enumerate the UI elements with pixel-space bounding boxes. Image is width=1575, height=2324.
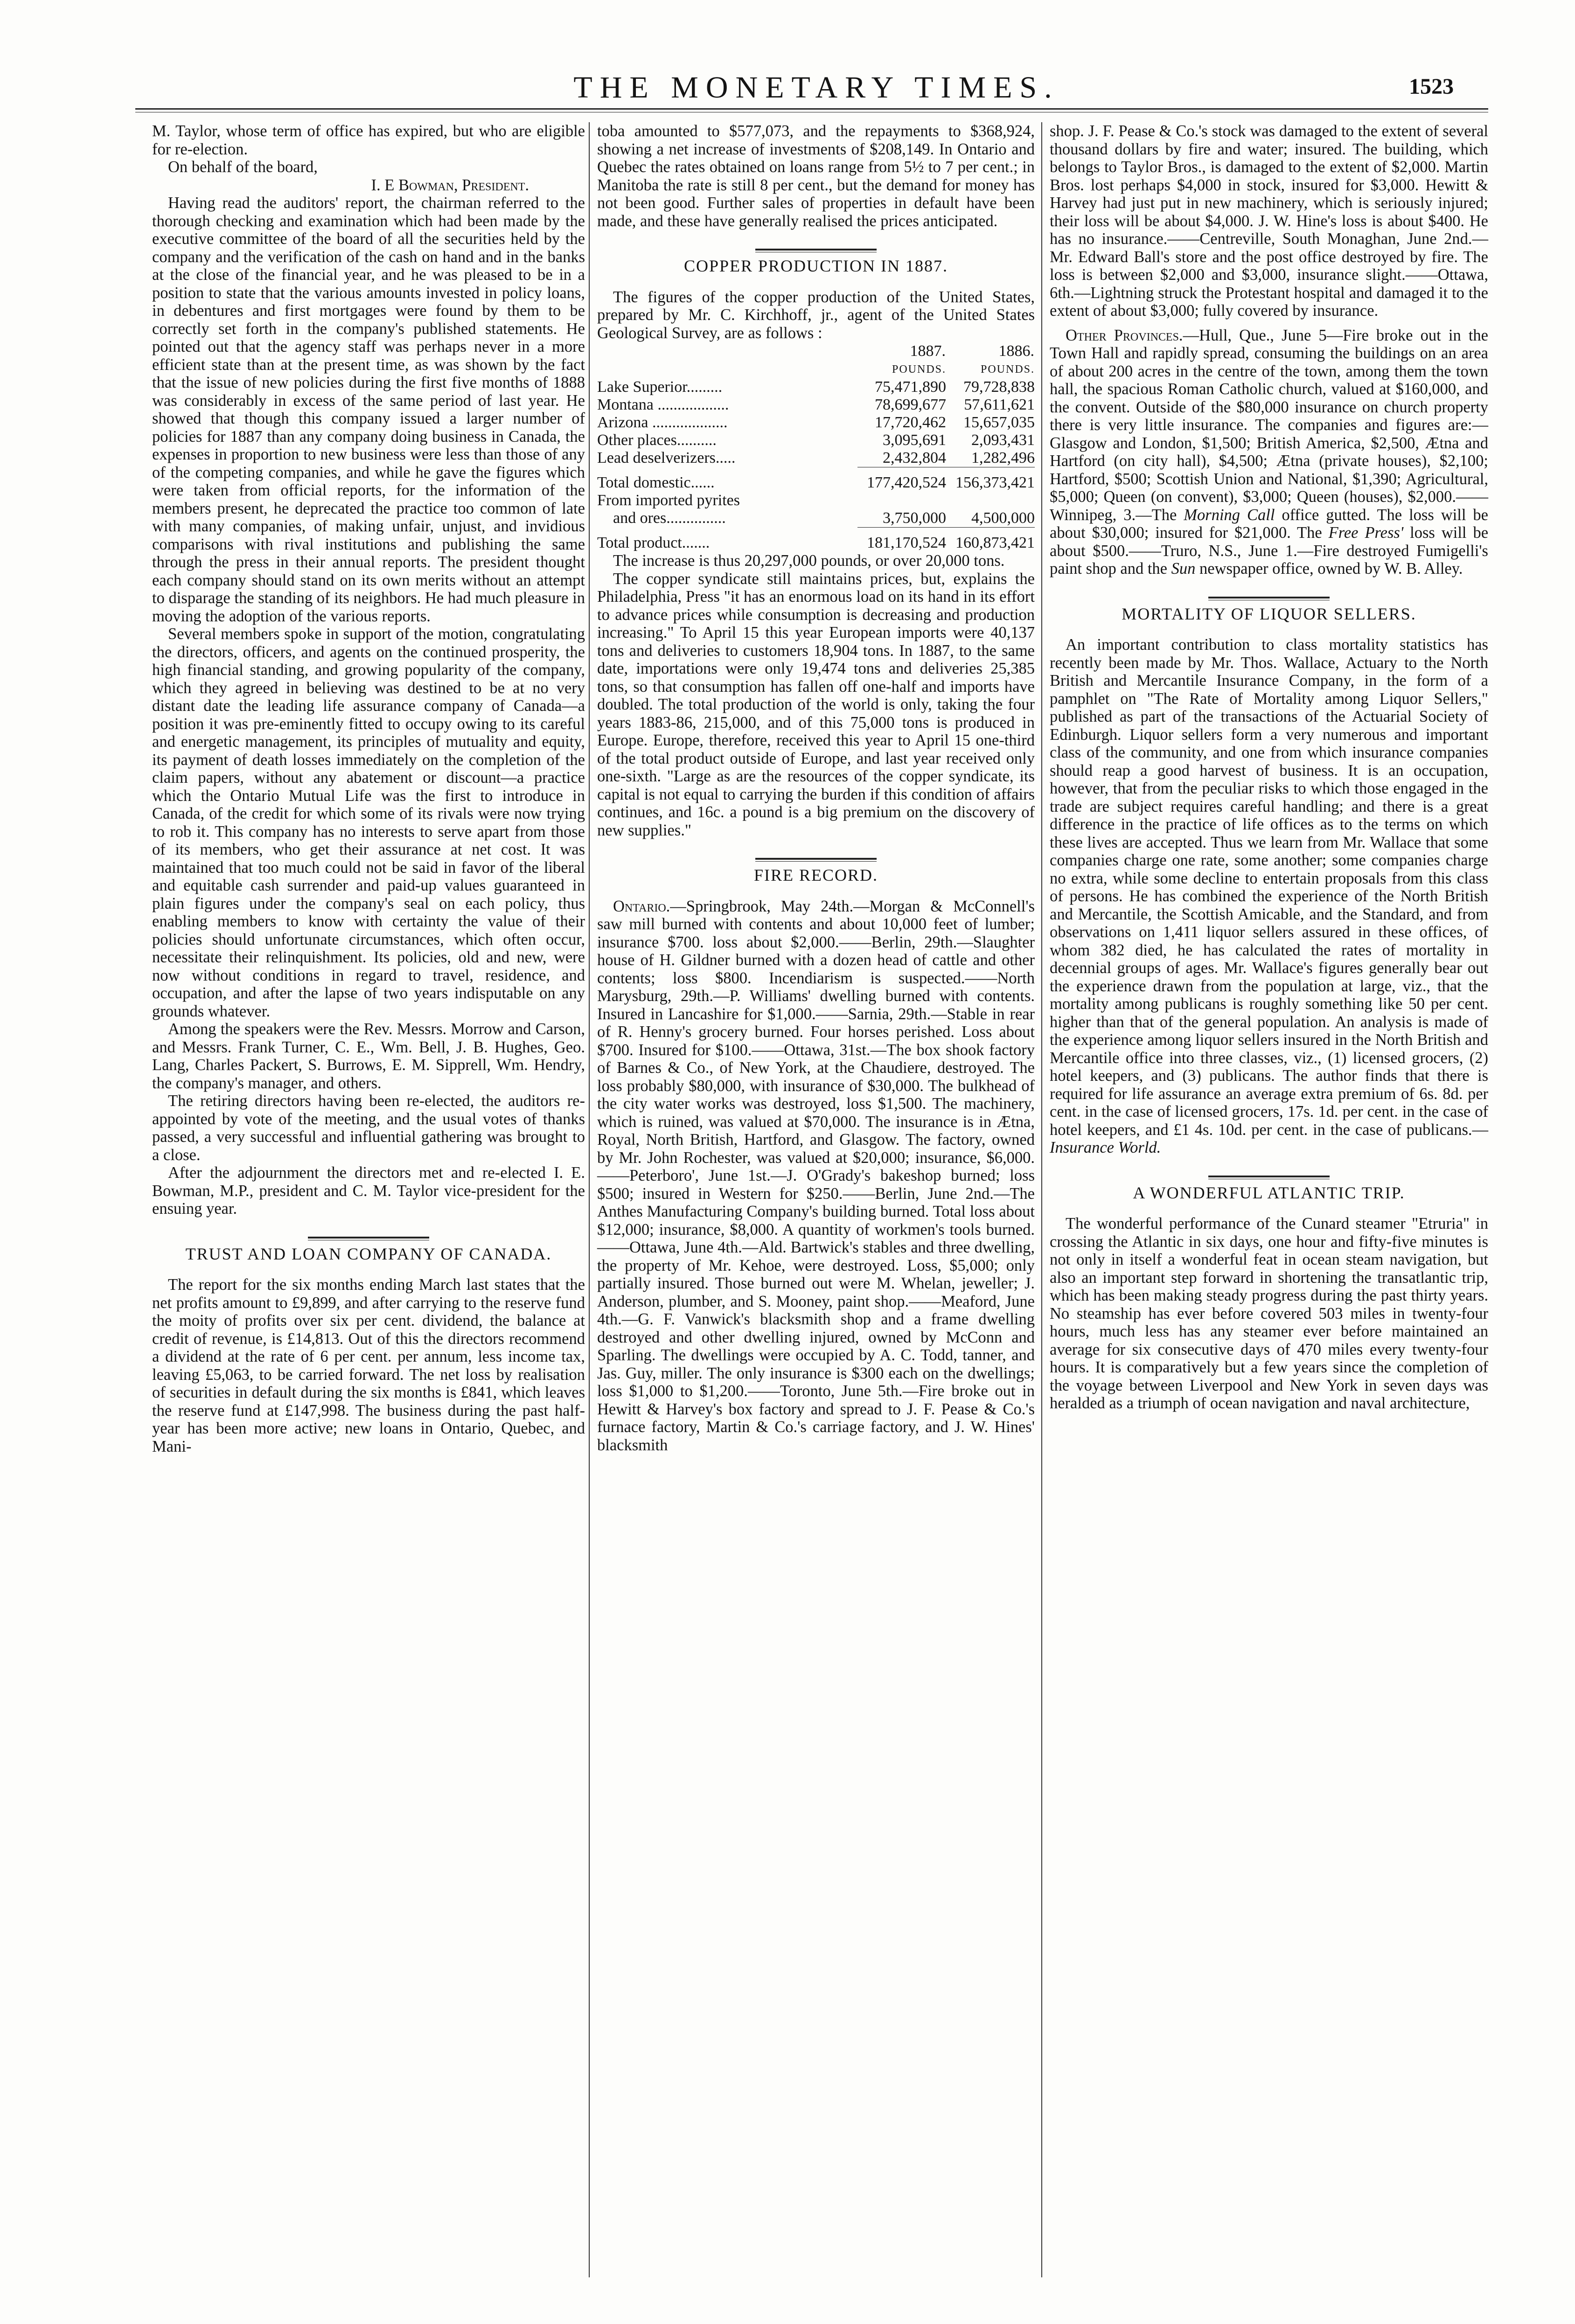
table-row <box>597 378 1035 396</box>
row-label: Total product....... <box>597 534 710 551</box>
cell-1887: 3,095,691 <box>883 431 946 449</box>
paragraph: shop. J. F. Pease & Co.'s stock was damaged to the extent of several thousand dollars by fire and water; insured. The building, which belongs to Taylor Bros., is damaged to the extent of $2,000. Martin Bros. lost perhaps $4,000 in stock, insured for $3,000. Hewitt & Harvey had just put in new machinery, which is seriously injured; their loss will be about $4,000. J. W. Hine's loss is about $400. He has no insurance.——Centreville, South Monaghan, June 2nd.—Mr. Edward Ball's store and the post office destroyed by fire. The loss is between $2,000 and $3,000, insurance slight.——Ottawa, 6th.—Lightning struck the Protestant hospital and damaged it to the extent of about $3,000; fully covered by insurance. <box>1050 122 1488 320</box>
cell-1887: 78,699,677 <box>875 396 946 413</box>
row-label: From imported pyrites <box>597 492 740 509</box>
section-heading-fire-record: FIRE RECORD. <box>753 866 878 884</box>
paragraph: On behalf of the board, <box>168 158 318 176</box>
section-divider <box>755 858 877 862</box>
section-heading-copper: COPPER PRODUCTION IN 1887. <box>683 257 948 275</box>
table-row <box>597 509 1035 528</box>
cell-1886: 4,500,000 <box>971 509 1035 527</box>
table-units-row <box>597 361 1035 378</box>
row-label: and ores............... <box>613 509 726 527</box>
text-run: An important contribution to class mortality statistics has recently been made by Mr. Thos. Wallace, Actuary to the North British and Mercantile Insurance Company, in the form of a pamphlet on "The Rate of Mortality among Liquor Sellers," published as part of the transactions of the Actuarial Society of Edinburgh. Liquor sellers form a very numerous and important class of the community, and one from which insurance companies should reap a good harvest of business. It is an occupation, however, that from the peculiar risks to which those engaged in the trade are subject requires careful handling; and there is a great difference in the practice of life offices as to the terms on which these lives are accepted. Thus we learn from Mr. Wallace that some companies charge one rate, some another; some companies charge no extra, while some decline to entertain proposals from this class of persons. He has combined the experience of the North British and Mercantile, the Scottish Amicable, and the Standard, and from observations on 1,411 liquor sellers assured in these offices, of whom 382 died, he has calculated the rates of mortality in decennial groups of ages. Mr. Wallace's figures generally bear out the experience drawn from the population at large, viz., that the mortality among publicans is roughly something like 50 per cent. higher than that of the general population. An analysis is made of the experience among liquor sellers insured in the North British and Mercantile office into three classes, viz., (1) licensed grocers, (2) hotel keepers, and (3) publicans. The author finds that there is required for life assurance an average extra premium of 6s. 8d. per cent. in the case of licensed grocers, 17s. 1d. per cent. in the case of hotel keepers, and £1 4s. 10d. per cent. in the case of publicans.— <box>1050 636 1488 1139</box>
cell-1887: 17,720,462 <box>875 414 946 431</box>
paragraph <box>1050 636 1488 1157</box>
section-divider <box>1208 1176 1330 1179</box>
column-header: 1886. <box>998 342 1034 360</box>
cell-1886: 2,093,431 <box>971 431 1035 449</box>
table-row-total-product <box>597 528 1035 552</box>
page-number: 1523 <box>1409 74 1454 99</box>
row-label: Arizona ................... <box>597 414 728 431</box>
cell-1886: 160,873,421 <box>946 528 1035 552</box>
row-label: Total domestic...... <box>597 473 715 491</box>
paragraph: toba amounted to $577,073, and the repayments to $368,924, showing a net increase of investments of $208,149. In Ontario and Quebec the rates obtained on loans range from 5½ to 7 per cent.; in Manitoba the rate is still 8 per cent., but the demand for money has not been good. Further sales of properties in default have been made, and these have generally realised the prices anticipated. <box>597 122 1035 230</box>
paragraph <box>597 898 1035 1454</box>
paragraph: Several members spoke in support of the motion, congratulating the directors, officers, and agents on the continued prosperity, the high financial standing, and growing popularity of the company, which they agreed in believing was destined to be at no very distant date the leading life assurance company of Canada—a position it was pre-eminently fitted to occupy owing to its careful and energetic management, its principles of mutuality and equity, its payment of death losses immediately on the completion of the claim papers, without any abatement or discount—a practice which the Ontario Mutual Life was the first to introduce in Canada, of the credit for which some of its rivals were now trying to rob it. This company has no interests to serve apart from those of its members, who get their assurance at net cost. It was maintained that too much could not be said in favor of the liberal and equitable cash surrender and paid-up values guaranteed in plain figures under the company's seal on each policy, thus enabling members to know with certainty the value of their policies should unfortunate circumstances, which often occur, necessitate their relinquishment. Its policies, old and new, were now without conditions in regard to travel, residence, and occupation, and after the lapse of two years indisputable on any grounds whatever. <box>152 625 585 1020</box>
section-heading-mortality: MORTALITY OF LIQUOR SELLERS. <box>1122 604 1416 623</box>
cell-1886: 156,373,421 <box>946 467 1035 492</box>
copper-production-table <box>597 342 1035 552</box>
paragraph: The wonderful performance of the Cunard steamer "Etruria" in crossing the Atlantic in six days, one hour and fifty-five minutes is not only in itself a wonderful feat in ocean steam navigation, but also an important step forward in shortening the transatlantic trip, which has been making steady progress during the past thirty years. No steamship has ever before covered 503 miles in twenty-four hours, much less has any steamer ever before maintained an average for six consecutive days of 470 miles every twenty-four hours. It is comparatively but a few years since the completion of the voyage between Liverpool and New York in seven days was heralded as a triumph of ocean navigation and naval architecture, <box>1050 1215 1488 1412</box>
text-run: —Hull, Que., June 5—Fire broke out in the Town Hall and rapidly spread, consuming the buildings on an area of about 200 acres in the centre of the town, among them the town hall, the spacious Roman Catholic church, valued at $160,000, and the convent. Outside of the $80,000 insurance on church property there is very little insurance. The companies and figures are:—Glasgow and London, $1,500; British America, $2,500, Ætna and Hartford (on city hall), $4,500; Ætna (private houses), $2,100; Hartford, $500; Scottish Union and National, $1,390; Agricultural, $5,000; Queen (on convent), $3,000; Queen (houses), $2,000.——Winnipeg, 3.—The <box>1050 326 1488 524</box>
paragraph: The report for the six months ending March last states that the net profits amount to £9,899, and after carrying to the reserve fund the moity of profits over six per cent. dividend, the balance at credit of revenue, is £14,813. Out of this the directors recommend a dividend at the rate of 6 per cent. per annum, less income tax, leaving £5,063, to be carried forward. The net loss by realisation of securities in default during the six months is £841, which leaves the reserve fund at £147,998. The business during the past half-year has been more active; new loans in Ontario, Quebec, and Mani- <box>152 1276 585 1455</box>
table-header-row <box>597 342 1035 361</box>
table-row <box>597 449 1035 467</box>
cell-1887: 2,432,804 <box>883 449 946 466</box>
newspaper-title: Morning Call <box>1184 506 1275 524</box>
cell-1887: 3,750,000 <box>883 509 946 527</box>
paragraph: The figures of the copper production of the United States, prepared by Mr. C. Kirchhoff, jr., agent of the United States Geological Survey, are as follows : <box>597 288 1035 342</box>
cell-1887: 181,170,524 <box>857 528 946 552</box>
column-header: 1887. <box>910 342 946 360</box>
section-divider <box>755 249 877 252</box>
table-row <box>597 396 1035 414</box>
row-label: Lead deselverizers..... <box>597 449 736 467</box>
paragraph: The copper syndicate still maintains prices, but, explains the Philadelphia, Press "it has an enormous load on its hand in its effort to advance prices while consumption is decreasing and production increasing." To April 15 this year European imports were 40,137 tons and deliveries to customers 18,904 tons. In 1887, to the same date, importations were only 19,474 tons and deliveries 25,385 tons, so that consumption has fallen off one-half and imports have doubled. The total production of the world is only, taking the four years 1883-86, 215,000, and of this 75,000 tons is produced in Europe. Europe, therefore, received this year to April 15 one-third of the total product outside of Europe, and last year received only one-sixth. "Large as are the resources of the copper syndicate, its capital is not equal to carrying the burden if this condition of affairs continues, and 16c. a pound is a big premium on the discovery of new supplies." <box>597 570 1035 839</box>
cell-1887: 177,420,524 <box>857 467 946 492</box>
row-label: Other places.......... <box>597 431 717 449</box>
province-label: Ontario. <box>613 897 670 915</box>
paragraph: The increase is thus 20,297,000 pounds, or over 20,000 tons. <box>613 552 1005 570</box>
paragraph: After the adjournment the directors met and re-elected I. E. Bowman, M.P., president and C. M. Taylor vice-president for the ensuing year. <box>152 1164 585 1218</box>
cell-1886: 1,282,496 <box>971 449 1035 466</box>
paragraph: Among the speakers were the Rev. Messrs. Morrow and Carson, and Messrs. Frank Turner, C. E., Wm. Bell, J. B. Hughes, Geo. Lang, Charles Packert, S. Burrows, E. M. Sipprell, Wm. Hendry, the company's manager, and others. <box>152 1020 585 1092</box>
newspaper-title: Free Press' <box>1328 524 1404 542</box>
column-3 <box>1050 122 1488 1412</box>
column-divider <box>1041 122 1042 2277</box>
row-label: Lake Superior......... <box>597 378 723 396</box>
paragraph <box>1050 327 1488 578</box>
unit-label: POUNDS. <box>980 363 1035 376</box>
masthead-title: THE MONETARY TIMES. <box>573 70 1059 104</box>
masthead-rule <box>135 108 1488 110</box>
text-run: newspaper office, owned by W. B. Alley. <box>1195 560 1463 578</box>
text-run: office gutted. The loss will be about $30,000; insured for $21,000. The <box>1050 506 1488 542</box>
cell-1886: 79,728,838 <box>963 378 1035 396</box>
section-divider <box>1208 597 1330 600</box>
paragraph: The retiring directors having been re-elected, the auditors re-appointed by vote of the meeting, and the usual votes of thanks passed, a very successful and influential gathering was brought to a close. <box>152 1092 585 1164</box>
table-row <box>597 492 1035 509</box>
paragraph: M. Taylor, whose term of office has expired, but who are eligible for re-election. <box>152 122 585 158</box>
row-label: Montana .................. <box>597 396 729 413</box>
cell-1887: 75,471,890 <box>875 378 946 396</box>
column-1 <box>152 122 585 1455</box>
section-heading-trust-loan: TRUST AND LOAN COMPANY OF CANADA. <box>185 1244 552 1263</box>
source-credit: Insurance World. <box>1050 1139 1161 1156</box>
cell-1886: 57,611,621 <box>964 396 1035 413</box>
unit-label: POUNDS. <box>892 363 946 376</box>
text-run: loss will be about $500.——Truro, N.S., June 1.—Fire destroyed Fumigelli's paint shop and the <box>1050 524 1489 578</box>
newspaper-title: Sun <box>1171 560 1196 578</box>
table-row-total-domestic <box>597 467 1035 492</box>
fire-entries: —Springbrook, May 24th.—Morgan & McConnell's saw mill burned with contents and about 10,000 feet of lumber; insurance $700. loss about $2,000.——Berlin, 29th.—Slaughter house of H. Gildner burned with a dozen head of cattle and other contents; loss $800. Incendiarism is suspected.——North Marysburg, 29th.—P. Williams' dwelling burned with contents. Insured in Lancashire for $1,000.——Sarnia, 29th.—Stable in rear of R. Henny's grocery burned. Four horses perished. Loss about $700. Insured for $100.——Ottawa, 31st.—The box shook factory of Barnes & Co., of New York, at the Chaudiere, destroyed. The loss probably $80,000, with insurance of $30,000. The bulkhead of the city water works was destroyed, loss $1,500. The machinery, which is ruined, was valued at $70,000. The insurance is in Ætna, Royal, North British, Hartford, and Glasgow. The factory, owned by Mr. John Rochester, was valued at $20,000; insurance, $6,000.——Peterboro', June 1st.—J. O'Grady's bakeshop burned; loss $500; insured in Western for $250.——Berlin, June 2nd.—The Anthes Manufacturing Company's building burned. Total loss about $12,000; insurance, $8,000. A quantity of workmen's tools burned.——Ottawa, June 4th.—Ald. Bartwick's stables and three dwelling, the property of Mr. Kehoe, were destroyed. Loss, $5,000; only partially insured. Those burned out were M. Whelan, jeweller; J. Anderson, plumber, and S. Mooney, paint shop.——Meaford, June 4th.—G. F. Vanwick's blacksmith shop and a frame dwelling destroyed and other dwelling injured, owned by McConn and Sparling. The dwellings were occupied by A. C. Todd, tanner, and Jas. Guy, miller. The only insurance is $300 each on the dwellings; loss $1,000 to $1,200.——Toronto, June 5th.—Fire broke out in Hewitt & Harvey's box factory and spread to J. F. Pease & Co.'s furnace factory, Martin & Co.'s carriage factory, and J. W. Hines' blacksmith <box>597 897 1035 1454</box>
signature: I. E Bowman, President. <box>371 176 529 194</box>
column-2 <box>597 122 1035 1454</box>
section-heading-atlantic: A WONDERFUL ATLANTIC TRIP. <box>1133 1183 1405 1202</box>
table-row <box>597 414 1035 431</box>
cell-1886: 15,657,035 <box>963 414 1035 431</box>
table-row <box>597 431 1035 449</box>
province-label: Other Provinces. <box>1066 326 1183 344</box>
section-divider <box>308 1237 429 1240</box>
column-divider <box>589 122 590 2277</box>
paragraph: Having read the auditors' report, the chairman referred to the thorough checking and examination which had been made by the executive committee of the board of all the securities held by the company and the verification of the cash on hand and in the banks at the close of the financial year, and he was pleased to be in a position to state that the various amounts invested in policy loans, in debentures and first mortgages were found by them to be correctly set forth in the company's published statements. He pointed out that the agency staff was perhaps never in a more efficient state than at the present time, as was shown by the fact that the issue of new policies during the first five months of 1888 was considerably in excess of the same period of last year. He showed that though this company issued a larger number of policies for 1887 than any company doing business in Canada, the expenses in proportion to new business were less than those of any of the competing companies, and while he gave the figures which were taken from official reports, for the information of the members present, he deprecated the practice too common of late with many companies, of making unfair, unjust, and invidious comparisons with rival institutions and publishing the same through the press in their annual reports. The president thought each company should stand on its own merits without an attempt to disparage the standing of its neighbors. He had much pleasure in moving the adoption of the various reports. <box>152 194 585 625</box>
